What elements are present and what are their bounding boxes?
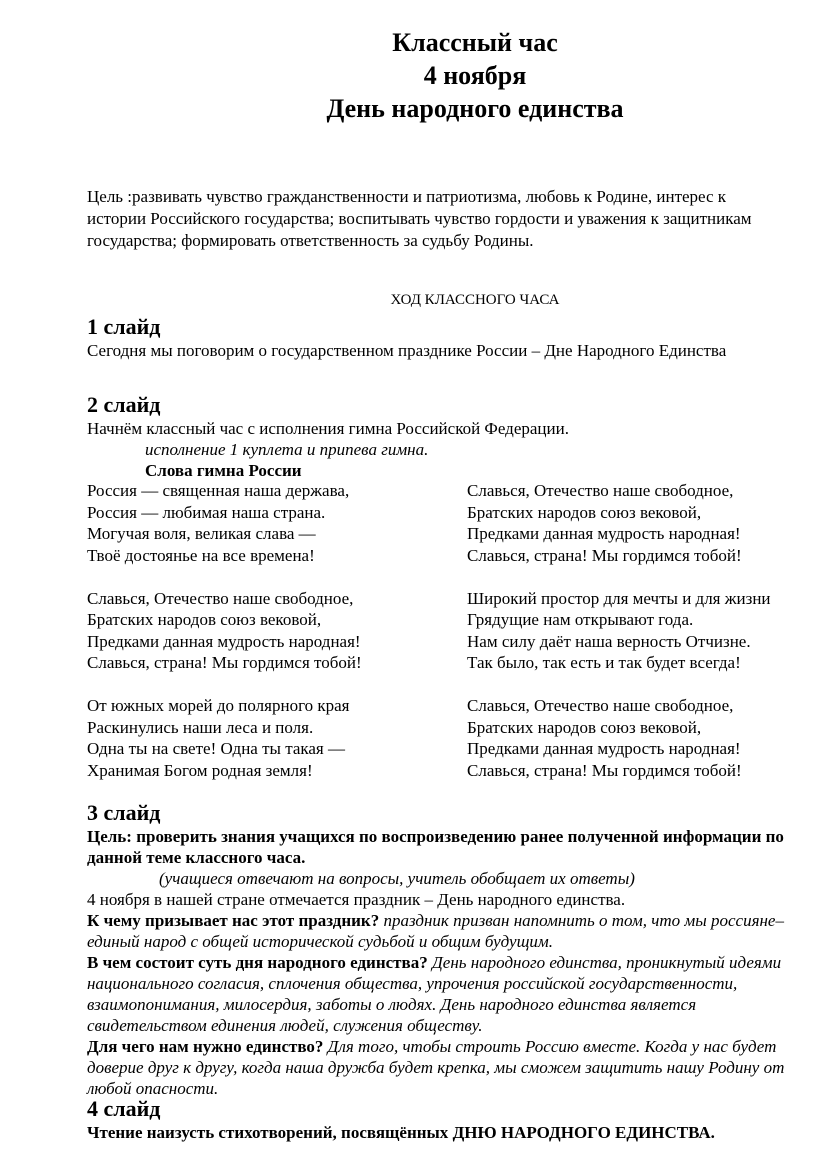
question-answer-2 bbox=[87, 952, 787, 1036]
slide-1-text: Сегодня мы поговорим о государственном празднике России – Дне Народного Единства bbox=[87, 341, 727, 360]
slide-2-section bbox=[87, 392, 807, 481]
slide-2-note: исполнение 1 куплета и припева гимна. bbox=[145, 440, 429, 459]
anthem-line: Одна ты на свете! Одна ты такая — bbox=[87, 739, 345, 758]
slide-1-section bbox=[87, 314, 807, 361]
slide-4-text-caps: ДНЮ НАРОДНОГО ЕДИНСТВА. bbox=[452, 1123, 715, 1142]
answer-1: праздник призван напомнить о том, что мы россияне– единый народ с общей исторической судьбой и общим будущим. bbox=[87, 911, 784, 951]
anthem-line: Братских народов союз вековой, bbox=[467, 502, 702, 522]
question-answer-1 bbox=[87, 910, 787, 952]
anthem-line: Предками данная мудрость народная! bbox=[87, 631, 361, 651]
slide-1-heading: 1 слайд bbox=[87, 314, 161, 339]
progress-heading: ХОД КЛАССНОГО ЧАСА bbox=[390, 292, 560, 308]
answer-2: День народного единства, проникнутый идеями национального согласия, сплочения общества, упрочения российской государственности, взаимопонимания, милосердия, заботы о людях. День народного единства является свидетельством единения людей, служения обществу. bbox=[87, 953, 782, 1035]
document-title bbox=[87, 26, 816, 125]
anthem-line: Так было, так есть и так будет всегда! bbox=[467, 653, 741, 672]
slide-4-text bbox=[87, 1122, 787, 1143]
anthem-line: Раскинулись наши леса и поля. bbox=[87, 717, 314, 737]
anthem-line: Славься, Отечество наше свободное, bbox=[87, 588, 354, 608]
slide-4-text-bold: Чтение наизусть стихотворений, посвящённых bbox=[87, 1123, 453, 1142]
anthem-line: Славься, Отечество наше свободное, bbox=[467, 481, 734, 500]
left-verse bbox=[87, 588, 427, 674]
anthem-line: Славься, страна! Мы гордимся тобой! bbox=[467, 545, 742, 565]
title-line-1: Классный час bbox=[392, 28, 558, 57]
anthem-line: Широкий простор для мечты и для жизни bbox=[467, 588, 771, 608]
title-line-3: День народного единства bbox=[326, 94, 624, 123]
anthem-line: Россия — священная наша держава, bbox=[87, 481, 350, 500]
title-line-2: 4 ноября bbox=[423, 61, 527, 90]
anthem-line: Братских народов союз вековой, bbox=[467, 717, 702, 737]
anthem-line: Славься, Отечество наше свободное, bbox=[467, 696, 734, 715]
slide-3-intro: 4 ноября в нашей стране отмечается праздник – День народного единства. bbox=[87, 890, 626, 909]
answer-3: Для того, чтобы строить Россию вместе. Когда у нас будет доверие друг к другу, когда наша дружба будет крепка, мы сможем защитить нашу Родину от любой опасности. bbox=[87, 1037, 785, 1098]
anthem-line: Твоё достоянье на все времена! bbox=[87, 545, 315, 565]
anthem-line: Россия — любимая наша страна. bbox=[87, 502, 326, 522]
anthem-title: Слова гимна России bbox=[145, 461, 302, 480]
question-answer-3 bbox=[87, 1036, 787, 1099]
slide-2-heading: 2 слайд bbox=[87, 392, 161, 417]
slide-2-text: Начнём классный час с исполнения гимна Российской Федерации. bbox=[87, 419, 569, 438]
anthem-line: Славься, страна! Мы гордимся тобой! bbox=[467, 760, 742, 780]
slide-3-note: (учащиеся отвечают на вопросы, учитель обобщает их ответы) bbox=[159, 869, 635, 888]
question-3: Для чего нам нужно единство? bbox=[87, 1037, 324, 1056]
question-2: В чем состоит суть дня народного единства? bbox=[87, 953, 428, 972]
anthem-line: Нам силу даёт наша верность Отчизне. bbox=[467, 631, 751, 651]
anthem-line: От южных морей до полярного края bbox=[87, 696, 350, 715]
anthem-line: Могучая воля, великая слава — bbox=[87, 524, 316, 543]
anthem-line: Хранимая Богом родная земля! bbox=[87, 760, 313, 780]
anthem-right-column bbox=[467, 480, 807, 803]
anthem-line: Братских народов союз вековой, bbox=[87, 610, 322, 629]
slide-3-section bbox=[87, 800, 787, 1099]
question-1: К чему призывает нас этот праздник? bbox=[87, 911, 380, 930]
anthem-left-column bbox=[87, 480, 427, 803]
slide-3-heading: 3 слайд bbox=[87, 800, 161, 825]
left-verse bbox=[87, 695, 427, 781]
slide-4-heading: 4 слайд bbox=[87, 1096, 161, 1121]
left-verse bbox=[87, 480, 427, 566]
slide-3-goal: Цель: проверить знания учащихся по воспроизведению ранее полученной информации по данной теме классного часа. bbox=[87, 827, 784, 867]
anthem-line: Славься, страна! Мы гордимся тобой! bbox=[87, 653, 362, 672]
right-verse bbox=[467, 695, 807, 781]
right-verse bbox=[467, 480, 807, 566]
slide-4-section bbox=[87, 1096, 787, 1143]
lesson-goal: Цель :развивать чувство гражданственности и патриотизма, любовь к Родине, интерес к истории Российского государства; воспитывать чувство гордости и уважения к защитникам государства; формировать ответственность за судьбу Родины. bbox=[87, 187, 752, 250]
anthem-line: Предками данная мудрость народная! bbox=[467, 739, 741, 758]
anthem-line: Предками данная мудрость народная! bbox=[467, 524, 741, 543]
right-verse bbox=[467, 588, 807, 674]
anthem-line: Грядущие нам открывают года. bbox=[467, 610, 694, 629]
